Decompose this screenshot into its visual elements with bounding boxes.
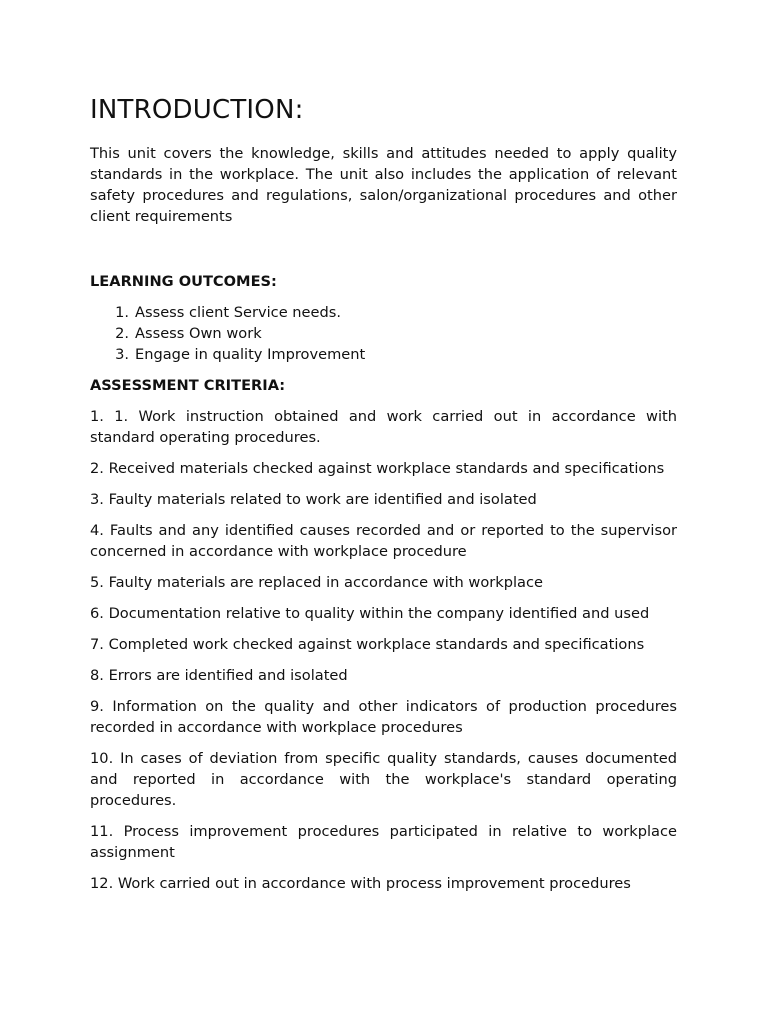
criteria-item: 12. Work carried out in accordance with process improvement procedures (90, 875, 631, 892)
criteria-item: 3. Faulty materials related to work are identified and isolated (90, 491, 537, 508)
list-item-text: Assess client Service needs. (135, 304, 342, 321)
assessment-criteria-list (90, 406, 677, 894)
document-page (90, 91, 677, 904)
list-item (90, 323, 677, 344)
criteria-item: 5. Faulty materials are replaced in accordance with workplace (90, 574, 543, 591)
list-item-number: 2. (115, 325, 129, 342)
learning-outcomes-heading: LEARNING OUTCOMES: (90, 273, 277, 290)
criteria-item: 9. Information on the quality and other indicators of production procedures recorded in accordance with workplace procedures (90, 698, 677, 736)
list-item (90, 302, 677, 323)
criteria-item: 8. Errors are identified and isolated (90, 667, 348, 684)
assessment-criteria-heading: ASSESSMENT CRITERIA: (90, 377, 286, 394)
criteria-item: 10. In cases of deviation from specific quality standards, causes documented and reported in accordance with the workplace's standard operating procedures. (90, 750, 677, 809)
criteria-item: 6. Documentation relative to quality within the company identified and used (90, 605, 650, 622)
intro-paragraph: This unit covers the knowledge, skills and attitudes needed to apply quality standards in the workplace. The unit also includes the application of relevant safety procedures and regulations, salon/organizational procedures and other client requirements (90, 145, 677, 225)
criteria-item: 4. Faults and any identified causes recorded and or reported to the supervisor concerned in accordance with workplace procedure (90, 522, 677, 560)
list-item-text: Assess Own work (135, 325, 262, 342)
list-item (90, 344, 677, 365)
list-item-number: 3. (115, 346, 129, 363)
learning-outcomes-list (90, 302, 677, 365)
criteria-item: 7. Completed work checked against workplace standards and specifications (90, 636, 645, 653)
criteria-item: 11. Process improvement procedures participated in relative to workplace assignment (90, 823, 677, 861)
list-item-number: 1. (115, 304, 129, 321)
criteria-item: 1. 1. Work instruction obtained and work carried out in accordance with standard operating procedures. (90, 408, 677, 446)
list-item-text: Engage in quality Improvement (135, 346, 366, 363)
page-title: INTRODUCTION: (90, 95, 304, 125)
criteria-item: 2. Received materials checked against workplace standards and specifications (90, 460, 665, 477)
